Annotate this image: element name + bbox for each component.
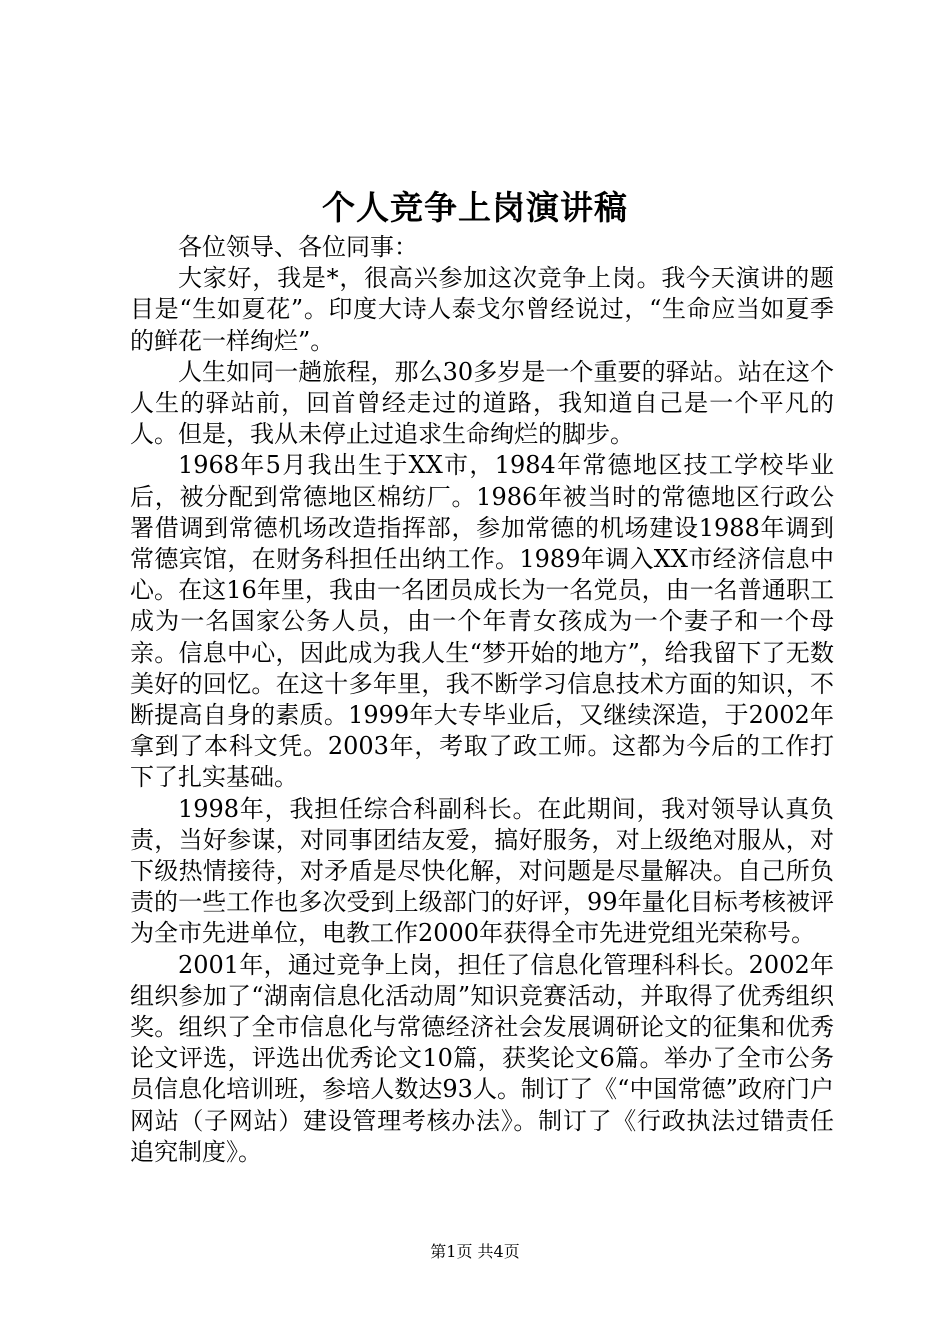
page-number: 第1页 共4页 <box>430 1242 520 1261</box>
paragraph-life-journey: 人生如同一趟旅程，那么30多岁是一个重要的驿站。站在这个人生的驿站前，回首曾经走过的道路，我知道自己是一个平凡的人。但是，我从未停止过追求生命绚烂的脚步。 <box>130 357 834 449</box>
document-title: 个人竞争上岗演讲稿 <box>322 188 628 227</box>
paragraph-greeting: 大家好，我是*，很高兴参加这次竞争上岗。我今天演讲的题目是“生如夏花”。印度大诗人泰戈尔曾经说过，“生命应当如夏季的鲜花一样绚烂”。 <box>130 264 834 355</box>
paragraph-career-history: 1968年5月我出生于XX市，1984年常德地区技工学校毕业后，被分配到常德地区棉纺厂。1986年被当时的常德地区行政公署借调到常德机场改造指挥部，参加常德的机场建设1988年调到常德宾馆，在财务科担任出纳工作。1989年调入XX市经济信息中心。在这16年里，我由一名团员成长为一名党员，由一名普通职工成为一名国家公务人员，由一个年青女孩成为一个妻子和一个母亲。信息中心，因此成为我人生“梦开始的地方”，给我留下了无数美好的回忆。在这十多年里，我不断学习信息技术方面的知识，不断提高自身的素质。1999年大专毕业后，又继续深造，于2002年拿到了本科文凭。2003年，考取了政工师。这都为今后的工作打下了扎实基础。 <box>130 451 834 792</box>
paragraph-salutation: 各位领导、各位同事： <box>178 233 418 261</box>
document-body <box>130 232 834 1168</box>
paragraph-2001-role: 2001年，通过竞争上岗，担任了信息化管理科科长。2002年组织参加了“湖南信息化活动周”知识竞赛活动，并取得了优秀组织奖。组织了全市信息化与常德经济社会发展调研论文的征集和优秀论文评选，评选出优秀论文10篇，获奖论文6篇。举办了全市公务员信息化培训班，参培人数达93人。制订了《“中国常德”政府门户网站（子网站）建设管理考核办法》。制订了《行政执法过错责任追究制度》。 <box>130 950 834 1166</box>
paragraph-1998-role: 1998年，我担任综合科副科长。在此期间，我对领导认真负责，当好参谋，对同事团结友爱，搞好服务，对上级绝对服从，对下级热情接待，对矛盾是尽快化解，对问题是尽量解决。自己所负责的一些工作也多次受到上级部门的好评，99年量化目标考核被评为全市先进单位，电教工作2000年获得全市先进党组光荣称号。 <box>130 794 834 948</box>
